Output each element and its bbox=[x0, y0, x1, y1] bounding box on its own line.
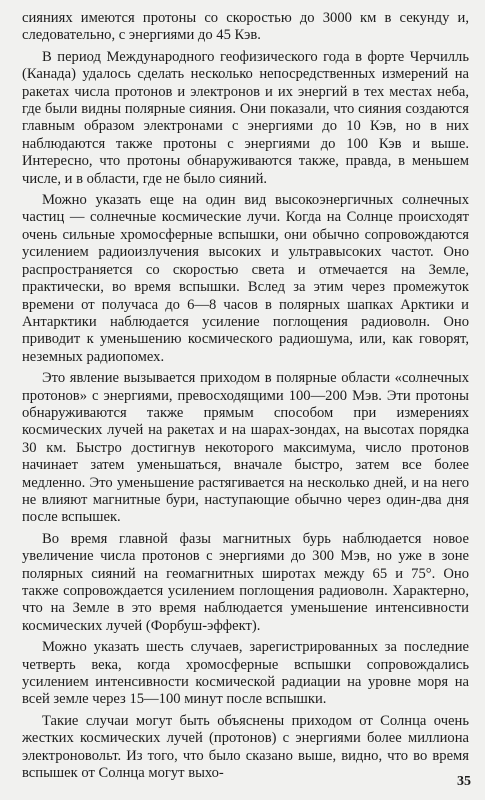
paragraph-7: Такие случаи могут быть объяснены приходом от Солнца очень жестких космических лучей (протонов) с энергиями более миллиона электроновольт. Из того, что было сказано выше, видно, что во время вспышек от Солнца могут выхо- bbox=[22, 712, 469, 782]
paragraph-4: Это явление вызывается приходом в полярные области «солнечных протонов» с энергиями, превосходящими 100—200 Мэв. Эти протоны обнаруживаются также прямым способом при измерениях космических лучей на ракетах и на шарах-зондах, на высотах порядка 30 км. Быстро достигнув некоторого максимума, число протонов начинает затем уменьшаться, вначале быстро, затем все более медленно. Это уменьшение растягивается на несколько дней, и на него не влияют магнитные бури, наступающие обычно через один-два дня после вспышек. bbox=[22, 370, 469, 526]
paragraph-5: Во время главной фазы магнитных бурь наблюдается новое увеличение числа протонов с энергиями до 300 Мэв, но уже в зоне полярных сияний на геомагнитных широтах между 65 и 75°. Оно также сопровождается усилением поглощения радиоволн. Характерно, что на Земле в это время наблюдается уменьшение интенсивности космических лучей (Форбуш-эффект). bbox=[22, 530, 469, 634]
paragraph-1: сияниях имеются протоны со скоростью до 3000 км в секунду и, следовательно, с энергиями до 45 Кэв. bbox=[22, 10, 469, 44]
page-number: 35 bbox=[457, 773, 471, 789]
paragraph-3: Можно указать еще на один вид высокоэнергичных солнечных частиц — солнечные космические лучи. Когда на Солнце происходят очень сильные хромосферные вспышки, они обычно сопровождаются усилением радиоизлучения высоких и ультравысоких частот. Оно распространяется со скоростью света и отмечается на Земле, практически, во время вспышки. Вслед за этим через промежуток времени от получаса до 6—8 часов в полярных шапках Арктики и Антарктики наблюдается усиление поглощения радиоволн. Оно приводит к уменьшению космического радиошума, или, как говорят, неземных радиопомех. bbox=[22, 192, 469, 365]
paragraph-6: Можно указать шесть случаев, зарегистрированных за последние четверть века, когда хромосферные вспышки сопровождались усилением интенсивности космической радиации на уровне моря на всей земле через 15—100 минут после вспышки. bbox=[22, 639, 469, 708]
paragraph-2: В период Международного геофизического года в форте Черчилль (Канада) удалось сделать несколько непосредственных измерений на ракетах числа протонов и электронов и их энергий в тех местах неба, где были видны полярные сияния. Они показали, что сияния создаются главным образом электронами с энергиями до 10 Кэв, но в них наблюдаются также протоны с энергиями до 100 Кэв и выше. Интересно, что протоны обнаруживаются также, правда, в меньшем числе, и в области, где не было сияний. bbox=[22, 48, 469, 187]
